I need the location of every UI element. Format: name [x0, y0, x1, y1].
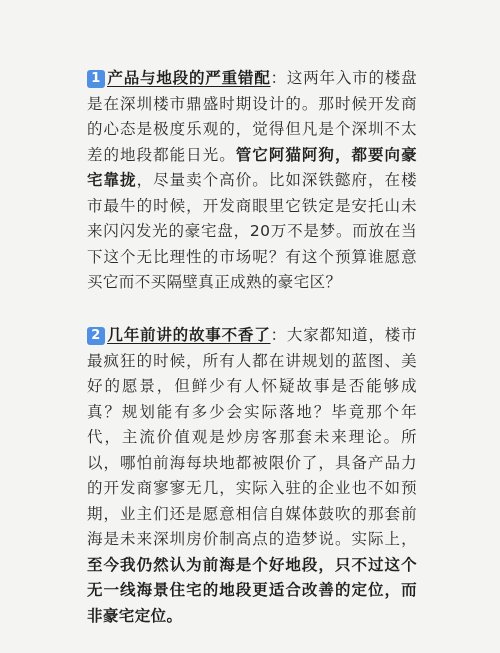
section-2-colon: ：	[270, 326, 287, 344]
section-2-title: 几年前讲的故事不香了	[107, 326, 271, 344]
section-1-paragraph	[87, 66, 417, 296]
section-1-title: 产品与地段的严重错配	[107, 69, 271, 87]
section-1-text-a: 这两年入市的楼盘是在深圳楼市鼎盛时期设计的。那时候开发商的心态是极度乐观的，觉得但凡是个深圳不太差的地段都能日光。	[87, 69, 417, 164]
section-2-bold-a: 至今我仍然认为前海是个好地段，只不过这个无一线海景住宅的地段更适合改善的定位，而非豪宅定位。	[87, 555, 417, 625]
keycap-number-2-icon: 2	[87, 327, 105, 345]
section-2-paragraph	[87, 323, 417, 629]
section-1-text-b: ，尽量卖个高价。比如深铁懿府，在楼市最牛的时候，开发商眼里它铁定是安托山未来闪闪发光的豪宅盘，20万不是梦。而放在当下这个无比理性的市场呢？有这个预算谁愿意买它而不买隔壁真正成熟的豪宅区？	[87, 171, 417, 291]
keycap-number-1-icon: 1	[87, 70, 105, 88]
section-1-colon: ：	[270, 69, 287, 87]
section-2	[87, 323, 417, 629]
section-1	[87, 66, 417, 296]
section-2-text-a: 大家都知道，楼市最疯狂的时候，所有人都在讲规划的蓝图、美好的愿景，但鲜少有人怀疑故事是否能够成真？规划能有多少会实际落地？毕竟那个年代，主流价值观是炒房客那套未来理论。所以，哪怕前海每块地都被限价了，具备产品力的开发商寥寥无几，实际入驻的企业也不如预期，业主们还是愿意相信自媒体鼓吹的那套前海是未来深圳房价制高点的造梦说。实际上，	[87, 326, 417, 548]
section-1-bold-a: 管它阿猫阿狗，都要向豪宅靠拢	[87, 145, 417, 189]
